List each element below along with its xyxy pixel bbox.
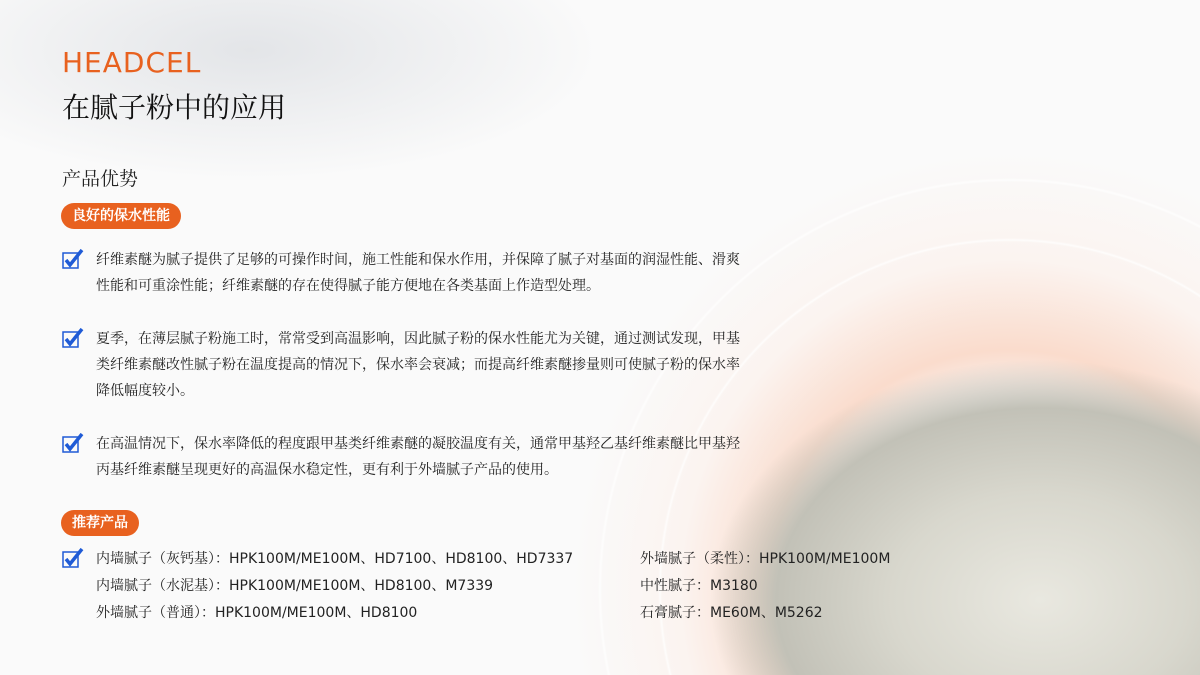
products-badge: 推荐产品 [61,510,139,536]
checkbox-checked-icon [62,432,84,454]
section-title: 产品优势 [62,168,139,190]
page-title: 在腻子粉中的应用 [62,91,287,124]
product-item: 内墙腻子（灰钙基）：HPK100M/ME100M、HD7100、HD8100、HD7337 [96,551,574,567]
products-right [640,546,890,627]
advantage-item: 在高温情况下，保水率降低的程度跟甲基类纤维素醚的凝胶温度有关，通常甲基羟乙基纤维素醚比甲基羟丙基纤维素醚呈现更好的高温保水稳定性，更有利于外墙腻子产品的使用。 [62,431,752,483]
checkbox-checked-icon [62,248,84,270]
brand-logo: HEADCEL [62,46,202,79]
product-item: 中性腻子：M3180 [640,578,758,594]
product-list [62,546,890,627]
advantage-item: 夏季，在薄层腻子粉施工时，常常受到高温影响，因此腻子粉的保水性能尤为关键，通过测试发现，甲基类纤维素醚改性腻子粉在温度提高的情况下，保水率会衰减；而提高纤维素醚掺量则可使腻子粉的保水率降低幅度较小。 [62,326,752,404]
advantage-item: 纤维素醚为腻子提供了足够的可操作时间，施工性能和保水作用，并保障了腻子对基面的润湿性能、滑爽性能和可重涂性能；纤维素醚的存在使得腻子能方便地在各类基面上作造型处理。 [62,247,752,299]
product-item: 外墙腻子（普通）：HPK100M/ME100M、HD8100 [96,605,418,621]
checkbox-checked-icon [62,547,84,569]
products-left [96,546,640,627]
checkbox-checked-icon [62,327,84,349]
product-item: 内墙腻子（水泥基）：HPK100M/ME100M、HD8100、M7339 [96,578,494,594]
advantage-badge: 良好的保水性能 [61,203,181,229]
product-item: 石膏腻子：ME60M、M5262 [640,605,823,621]
product-item: 外墙腻子（柔性）：HPK100M/ME100M [640,551,891,567]
